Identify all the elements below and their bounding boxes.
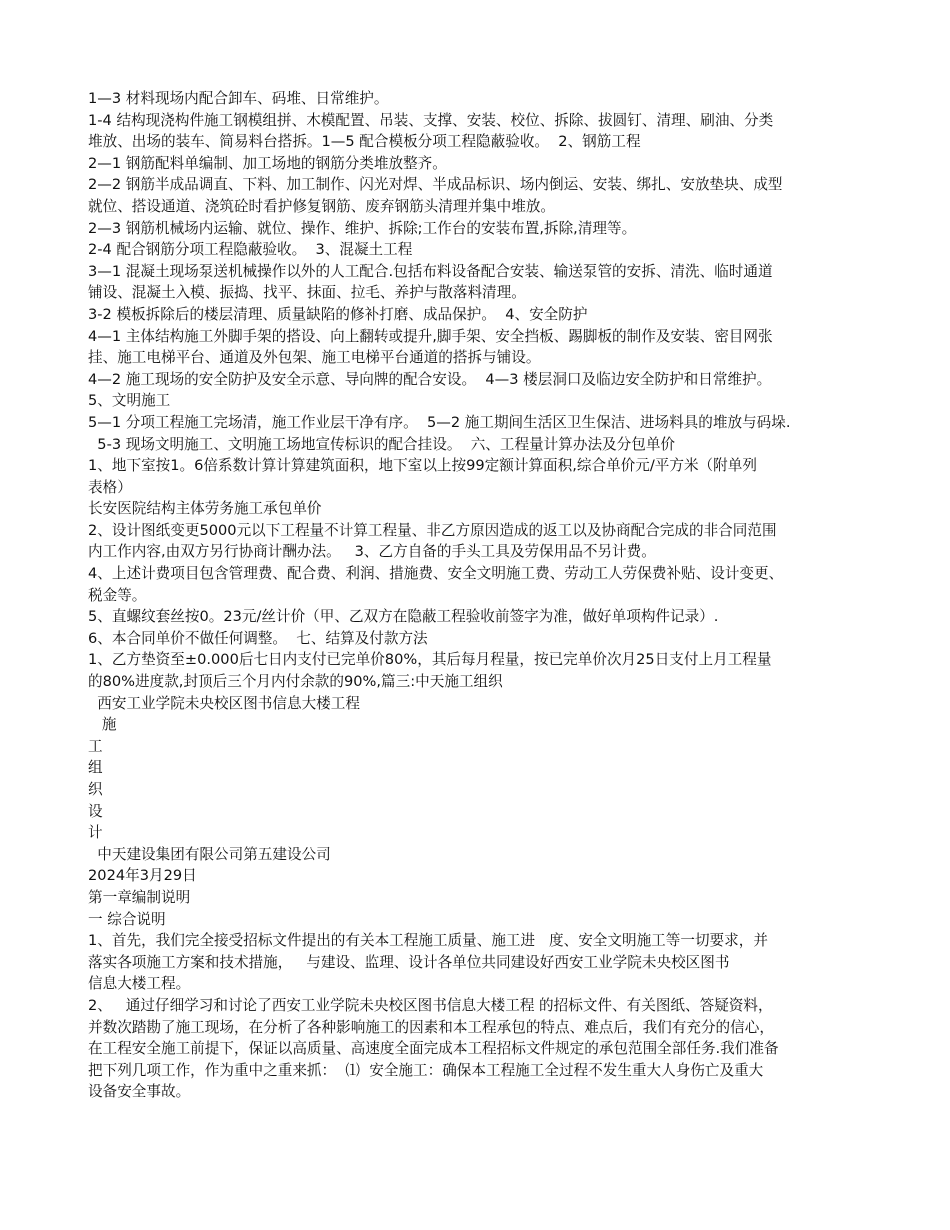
text-line: 就位、搭设通道、浇筑砼时看护修复钢筋、废弃钢筋头清理并集中堆放。 — [88, 197, 556, 215]
text-line: 信息大楼工程。 — [88, 975, 191, 993]
text-line: 1、乙方垫资至±0.000后七日内支付已完单价80%，其后每月程量，按已完单价次月25日支付上月工程量 — [88, 651, 772, 669]
text-line: 2、设计图纸变更5000元以下工程量不计算工程量、非乙方原因造成的返工以及协商配合完成的非合同范围 — [88, 521, 777, 539]
vertical-title-char: 施 — [88, 716, 117, 734]
text-line: 4—1 主体结构施工外脚手架的搭设、向上翻转或提升,脚手架、安全挡板、踢脚板的制作及安装、密目网张 — [88, 327, 773, 345]
text-line: 内工作内容,由双方另行协商计酬办法。 3、乙方自备的手头工具及劳保用品不另计费。 — [88, 543, 656, 561]
text-line: 3-2 模板拆除后的楼层清理、质量缺陷的修补打磨、成品保护。 4、安全防护 — [88, 305, 588, 323]
section-heading: 5、文明施工 — [88, 392, 171, 410]
section-heading: 一 综合说明 — [88, 910, 166, 928]
text-line: 1、地下室按1。6倍系数计算计算建筑面积，地下室以上按99定额计算面积,综合单价元/平方米（附单列 — [88, 457, 757, 475]
text-line: 5—1 分项工程施工完场清，施工作业层干净有序。 5—2 施工期间生活区卫生保洁、进场料具的堆放与码垛. — [88, 413, 791, 431]
vertical-title-char: 设 — [88, 802, 103, 820]
project-title: 西安工业学院未央校区图书信息大楼工程 — [88, 694, 360, 712]
text-line: 1—3 材料现场内配合卸车、码堆、日常维护。 — [88, 90, 389, 107]
chapter-title: 第一章编制说明 — [88, 888, 191, 906]
text-line: 挂、施工电梯平台、通道及外包架、施工电梯平台通道的搭拆与铺设。 — [88, 349, 541, 367]
text-line: 税金等。 — [88, 586, 147, 604]
text-line: 2—2 钢筋半成品调直、下料、加工制作、闪光对焊、半成品标识、场内倒运、安装、绑扎、安放垫块、成型 — [88, 176, 783, 194]
vertical-title-char: 组 — [88, 759, 103, 777]
text-line: 5-3 现场文明施工、文明施工场地宣传标识的配合挂设。 六、工程量计算办法及分包单价 — [88, 435, 676, 453]
text-line: 铺设、混凝土入模、振捣、找平、抹面、拉毛、养护与散落料清理。 — [88, 284, 526, 302]
text-line: 把下列几项工作，作为重中之重来抓： ⑴ 安全施工：确保本工程施工全过程不发生重大人身伤亡及重大 — [88, 1061, 764, 1079]
text-line: 4—2 施工现场的安全防护及安全示意、导向牌的配合安设。 4—3 楼层洞口及临边安全防护和日常维护。 — [88, 370, 772, 388]
vertical-title-char: 计 — [88, 824, 103, 842]
text-line: 2-4 配合钢筋分项工程隐蔽验收。 3、混凝土工程 — [88, 241, 413, 259]
text-line: 2、 通过仔细学习和讨论了西安工业学院未央校区图书信息大楼工程 的招标文件、有关图纸、答疑资料， — [88, 996, 773, 1014]
text-line: 表格） — [88, 478, 132, 496]
text-line: 1-4 结构现浇构件施工钢模组拼、木模配置、吊装、支撑、安装、校位、拆除、拔圆钉、清理、刷油、分类 — [88, 111, 774, 129]
text-line: 2—1 钢筋配料单编制、加工场地的钢筋分类堆放整齐。 — [88, 154, 447, 172]
text-line: 2—3 钢筋机械场内运输、就位、操作、维护、拆除;工作台的安装布置,拆除,清理等。 — [88, 219, 637, 237]
text-line: 堆放、出场的装车、简易料台搭拆。1—5 配合模板分项工程隐蔽验收。 2、钢筋工程 — [88, 133, 641, 151]
vertical-title-char: 工 — [88, 737, 103, 755]
text-line: 3—1 混凝土现场泵送机械操作以外的人工配合.包括布料设备配合安装、输送泵管的安拆、清洗、临时通道 — [88, 262, 773, 280]
text-line: 长安医院结构主体劳务施工承包单价 — [88, 500, 322, 518]
vertical-title-char: 织 — [88, 781, 103, 798]
text-line: 落实各项施工方案和技术措施， 与建设、监理、设计各单位共同建设好西安工业学院未央校区图书 — [88, 953, 730, 971]
text-line: 设备安全事故。 — [88, 1083, 191, 1101]
text-line: 并数次踏勘了施工现场，在分析了各种影响施工的因素和本工程承包的特点、难点后，我们有充分的信心， — [88, 1018, 774, 1036]
company-name: 中天建设集团有限公司第五建设公司 — [88, 845, 331, 863]
text-line: 在工程安全施工前提下，保证以高质量、高速度全面完成本工程招标文件规定的承包范围全部任务.我们准备 — [88, 1040, 779, 1058]
text-line: 6、本合同单价不做任何调整。 七、结算及付款方法 — [88, 629, 428, 647]
text-line: 的80%进度款,封顶后三个月内付余款的90%,篇三:中天施工组织 — [88, 673, 503, 691]
text-line: 1、首先，我们完全接受招标文件提出的有关本工程施工质量、施工进 度、安全文明施工等一切要求，并 — [88, 932, 768, 950]
text-line: 4、上述计费项目包含管理费、配合费、利润、措施费、安全文明施工费、劳动工人劳保费补贴、设计变更、 — [88, 565, 784, 583]
text-line: 5、直螺纹套丝按0。23元/丝计价（甲、乙双方在隐蔽工程验收前签字为准，做好单项构件记录）. — [88, 608, 719, 626]
document-date: 2024年3月29日 — [88, 867, 197, 885]
